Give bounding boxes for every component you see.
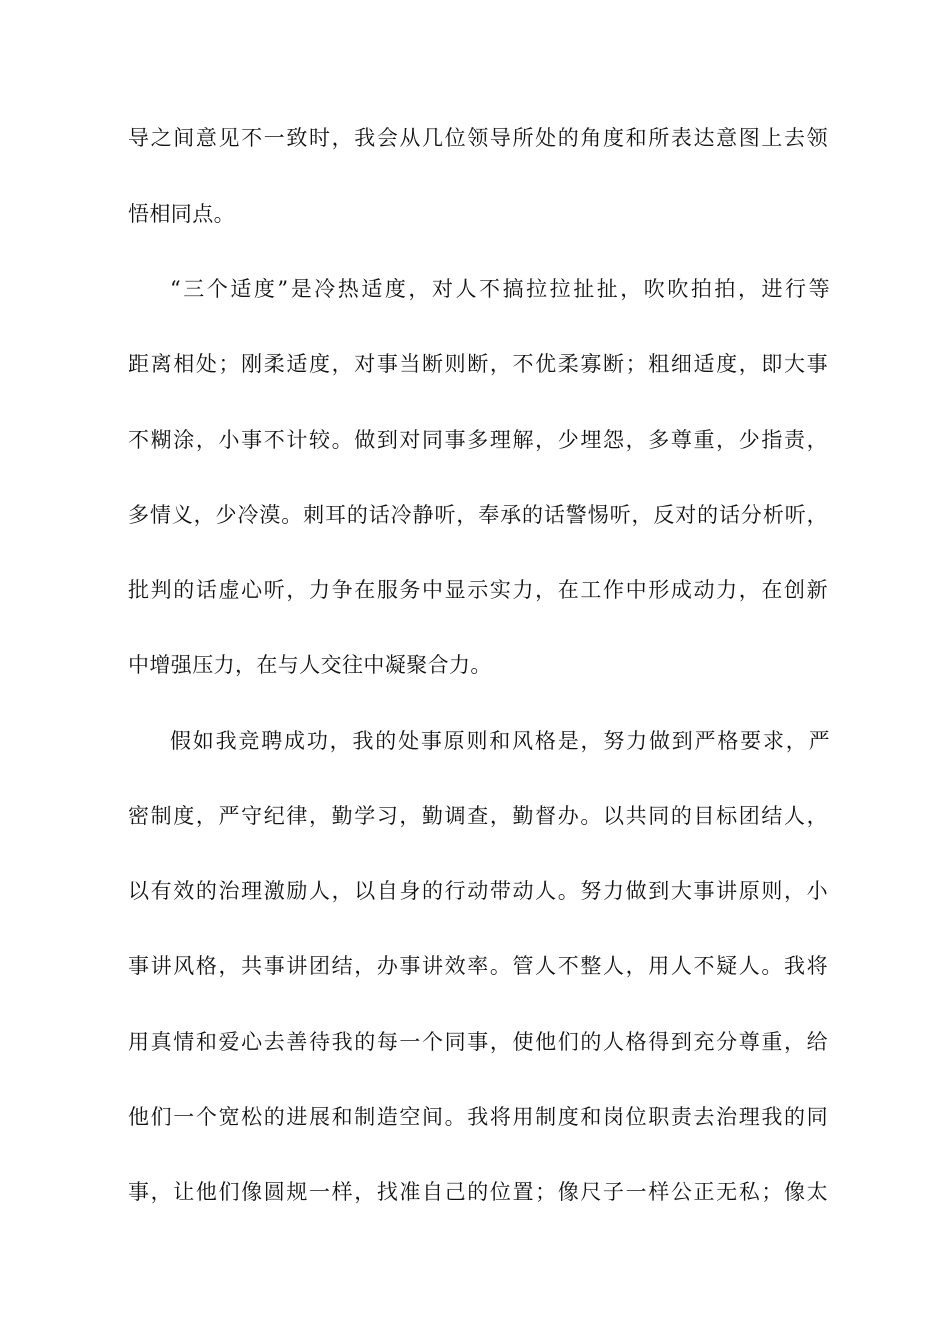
text-line: 假如我竞聘成功，我的处事原则和风格是，努力做到严格要求，严 xyxy=(170,729,830,753)
text-line: 不糊涂，小事不计较。做到对同事多理解，少埋怨，多尊重，少指责， xyxy=(128,428,828,452)
text-line: 多情义，少冷漠。刺耳的话冷静听，奉承的话警惕听，反对的话分析听， xyxy=(128,503,828,527)
text-line: 中增强压力，在与人交往中凝聚合力。 xyxy=(128,653,492,677)
text-line: 他们一个宽松的进展和制造空间。我将用制度和岗位职责去治理我的同 xyxy=(128,1105,828,1129)
text-line: 事讲风格，共事讲团结，办事讲效率。管人不整人，用人不疑人。我将 xyxy=(128,954,828,978)
text-line: 导之间意见不一致时，我会从几位领导所处的角度和所表达意图上去领 xyxy=(128,126,828,150)
text-line: 事，让他们像圆规一样，找准自己的位置；像尺子一样公正无私；像太 xyxy=(128,1180,828,1204)
text-line: 用真情和爱心去善待我的每一个同事，使他们的人格得到充分尊重，给 xyxy=(128,1030,828,1054)
text-line: 悟相同点。 xyxy=(128,202,235,226)
text-line: 以有效的治理激励人，以自身的行动带动人。努力做到大事讲原则，小 xyxy=(128,879,828,903)
text-line: 批判的话虚心听，力争在服务中显示实力，在工作中形成动力，在创新 xyxy=(128,578,828,602)
text-line: 密制度，严守纪律，勤学习，勤调查，勤督办。以共同的目标团结人， xyxy=(128,804,828,828)
text-line: 距离相处；刚柔适度，对事当断则断，不优柔寡断；粗细适度，即大事 xyxy=(128,352,828,376)
text-line: “三个适度”是冷热适度，对人不搞拉拉扯扯，吹吹拍拍，进行等 xyxy=(170,277,830,301)
